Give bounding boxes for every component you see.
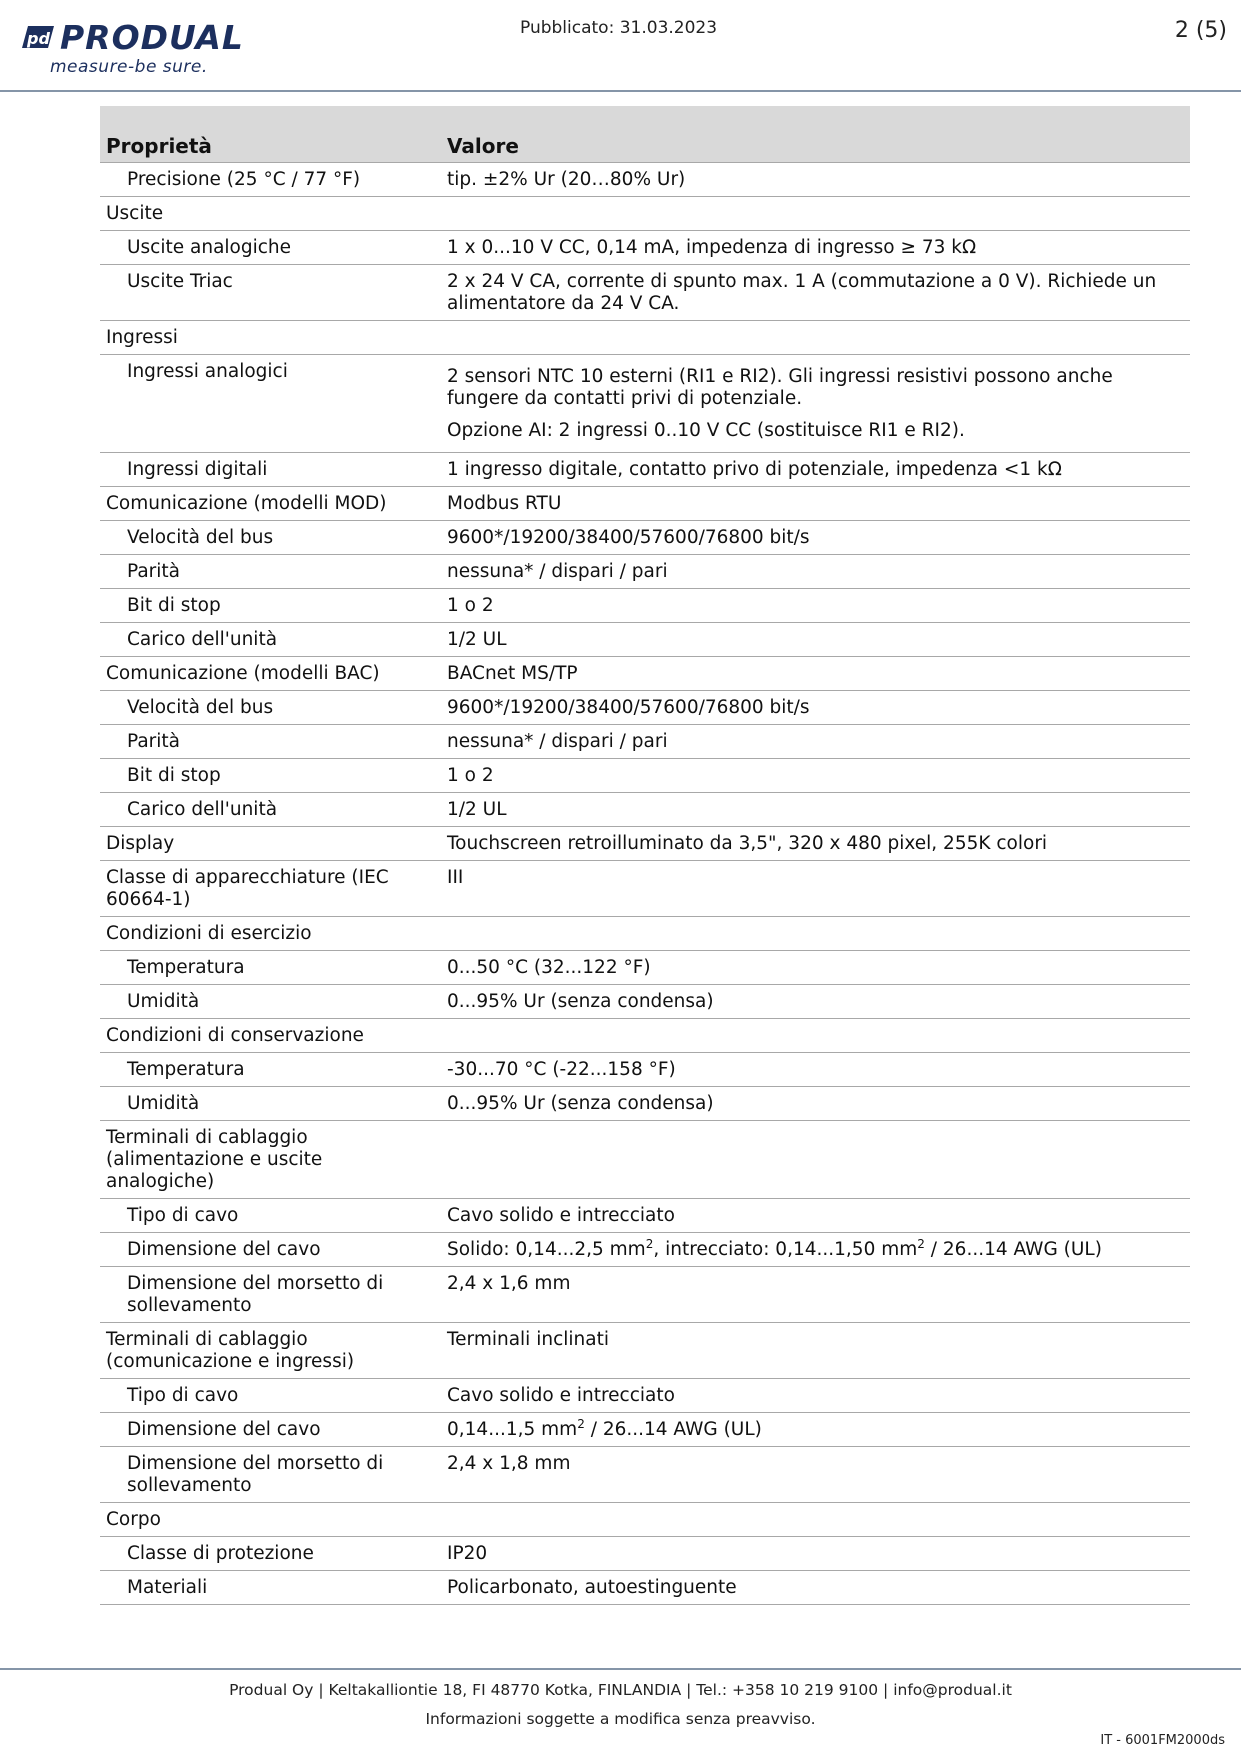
table-row	[100, 1053, 1190, 1087]
property-cell: Terminali di cablaggio (alimentazione e uscite analogiche)	[100, 1121, 441, 1199]
table-row	[100, 1267, 1190, 1323]
value-cell: 2,4 x 1,8 mm	[441, 1447, 1190, 1503]
value-cell: Policarbonato, autoestinguente	[441, 1571, 1190, 1605]
table-row	[100, 985, 1190, 1019]
table-row	[100, 793, 1190, 827]
property-cell: Ingressi digitali	[100, 453, 441, 487]
table-row	[100, 1121, 1190, 1199]
logo-tagline: measure-be sure.	[50, 57, 208, 77]
value-text: 0,14...1,5 mm	[447, 1419, 578, 1440]
value-cell: 1/2 UL	[441, 793, 1190, 827]
value-cell: 0...50 °C (32...122 °F)	[441, 951, 1190, 985]
value-cell: 0...95% Ur (senza condensa)	[441, 1087, 1190, 1121]
document-code: IT - 6001FM2000ds	[1100, 1733, 1225, 1748]
property-cell: Display	[100, 827, 441, 861]
table-row	[100, 657, 1190, 691]
property-cell: Ingressi analogici	[100, 355, 441, 453]
published-date: Pubblicato: 31.03.2023	[520, 18, 718, 38]
column-header-value: Valore	[441, 106, 1190, 163]
value-cell: 0...95% Ur (senza condensa)	[441, 985, 1190, 1019]
property-cell: Carico dell'unità	[100, 793, 441, 827]
property-cell: Velocità del bus	[100, 521, 441, 555]
table-row	[100, 589, 1190, 623]
table-row	[100, 163, 1190, 197]
property-cell: Umidità	[100, 985, 441, 1019]
pd-logo-icon	[18, 22, 58, 52]
property-cell: Velocità del bus	[100, 691, 441, 725]
property-cell: Dimensione del cavo	[100, 1413, 441, 1447]
value-cell	[441, 1121, 1190, 1199]
value-cell: nessuna* / dispari / pari	[441, 555, 1190, 589]
value-text: , intrecciato: 0,14...1,50 mm	[653, 1239, 918, 1260]
property-cell: Uscite	[100, 197, 441, 231]
property-cell: Parità	[100, 725, 441, 759]
value-cell: Touchscreen retroilluminato da 3,5", 320 x 480 pixel, 255K colori	[441, 827, 1190, 861]
table-row	[100, 951, 1190, 985]
superscript: 2	[577, 1417, 585, 1431]
property-cell: Comunicazione (modelli MOD)	[100, 487, 441, 521]
value-cell: nessuna* / dispari / pari	[441, 725, 1190, 759]
table-row	[100, 1199, 1190, 1233]
value-cell: 9600*/19200/38400/57600/76800 bit/s	[441, 691, 1190, 725]
value-cell: Cavo solido e intrecciato	[441, 1199, 1190, 1233]
table-row	[100, 1087, 1190, 1121]
property-cell: Temperatura	[100, 951, 441, 985]
property-cell: Comunicazione (modelli BAC)	[100, 657, 441, 691]
value-cell: 1/2 UL	[441, 623, 1190, 657]
value-cell	[441, 1413, 1190, 1447]
value-text: / 26...14 AWG (UL)	[584, 1419, 762, 1440]
table-row	[100, 917, 1190, 951]
value-cell: IP20	[441, 1537, 1190, 1571]
value-paragraph: 2 sensori NTC 10 esterni (RI1 e RI2). Gli ingressi resistivi possono anche fungere da contatti privi di potenziale.	[447, 366, 1113, 409]
value-cell: tip. ±2% Ur (20…80% Ur)	[441, 163, 1190, 197]
value-cell	[441, 1019, 1190, 1053]
value-cell: Terminali inclinati	[441, 1323, 1190, 1379]
table-row	[100, 1323, 1190, 1379]
table-row	[100, 827, 1190, 861]
table-row	[100, 1019, 1190, 1053]
property-cell: Precisione (25 °C / 77 °F)	[100, 163, 441, 197]
property-cell: Temperatura	[100, 1053, 441, 1087]
column-header-property: Proprietà	[100, 106, 441, 163]
table-row	[100, 1503, 1190, 1537]
table-row	[100, 197, 1190, 231]
property-cell: Ingressi	[100, 321, 441, 355]
value-cell: 1 o 2	[441, 759, 1190, 793]
property-cell: Uscite Triac	[100, 265, 441, 321]
produal-logo	[18, 18, 244, 78]
property-cell: Uscite analogiche	[100, 231, 441, 265]
property-cell: Carico dell'unità	[100, 623, 441, 657]
page-number: 2 (5)	[1174, 18, 1227, 43]
property-cell: Bit di stop	[100, 589, 441, 623]
value-cell: 2,4 x 1,6 mm	[441, 1267, 1190, 1323]
table-row	[100, 725, 1190, 759]
table-header-row	[100, 106, 1190, 163]
page-header	[0, 0, 1241, 92]
superscript: 2	[917, 1237, 925, 1251]
superscript: 2	[645, 1237, 654, 1251]
table-row	[100, 691, 1190, 725]
table-row	[100, 861, 1190, 917]
property-cell: Classe di apparecchiature (IEC 60664-1)	[100, 861, 441, 917]
property-cell: Condizioni di esercizio	[100, 917, 441, 951]
footer-contact: Produal Oy | Keltakalliontie 18, FI 48770 Kotka, FINLANDIA | Tel.: +358 10 219 9100 | info@produal.it	[229, 1681, 1012, 1699]
property-cell: Dimensione del morsetto di sollevamento	[100, 1447, 441, 1503]
value-text: Solido: 0,14...2,5 mm	[447, 1239, 646, 1260]
value-cell: Modbus RTU	[441, 487, 1190, 521]
table-row	[100, 1413, 1190, 1447]
value-cell	[441, 321, 1190, 355]
table-row	[100, 1379, 1190, 1413]
svg-text:pd: pd	[27, 29, 50, 48]
property-cell: Tipo di cavo	[100, 1199, 441, 1233]
property-cell: Tipo di cavo	[100, 1379, 441, 1413]
table-row	[100, 623, 1190, 657]
value-cell: BACnet MS/TP	[441, 657, 1190, 691]
table-row	[100, 1571, 1190, 1605]
property-cell: Classe di protezione	[100, 1537, 441, 1571]
table-row	[100, 759, 1190, 793]
property-cell: Parità	[100, 555, 441, 589]
value-cell: Cavo solido e intrecciato	[441, 1379, 1190, 1413]
value-cell	[441, 1503, 1190, 1537]
table-row	[100, 1233, 1190, 1267]
value-cell: 9600*/19200/38400/57600/76800 bit/s	[441, 521, 1190, 555]
logo-wordmark: PRODUAL	[60, 18, 244, 57]
table-row	[100, 453, 1190, 487]
header-divider	[0, 90, 1241, 92]
value-cell	[441, 355, 1190, 453]
table-row	[100, 231, 1190, 265]
value-cell: 1 o 2	[441, 589, 1190, 623]
table-row	[100, 355, 1190, 453]
property-cell: Bit di stop	[100, 759, 441, 793]
value-cell: III	[441, 861, 1190, 917]
property-cell: Corpo	[100, 1503, 441, 1537]
table-body	[100, 163, 1190, 1605]
value-text: / 26...14 AWG (UL)	[924, 1239, 1102, 1260]
table-row	[100, 321, 1190, 355]
value-cell: 1 x 0...10 V CC, 0,14 mA, impedenza di ingresso ≥ 73 kΩ	[441, 231, 1190, 265]
footer-notice: Informazioni soggette a modifica senza preavviso.	[425, 1710, 816, 1728]
table-row	[100, 555, 1190, 589]
footer-divider	[0, 1668, 1241, 1670]
value-cell: 1 ingresso digitale, contatto privo di potenziale, impedenza <1 kΩ	[441, 453, 1190, 487]
value-cell	[441, 1233, 1190, 1267]
specifications-table	[100, 106, 1190, 1605]
property-cell: Dimensione del morsetto di sollevamento	[100, 1267, 441, 1323]
property-cell: Terminali di cablaggio (comunicazione e ingressi)	[100, 1323, 441, 1379]
value-cell	[441, 197, 1190, 231]
value-paragraph: Opzione AI: 2 ingressi 0..10 V CC (sostituisce RI1 e RI2).	[447, 420, 965, 441]
value-cell: 2 x 24 V CA, corrente di spunto max. 1 A (commutazione a 0 V). Richiede un alimentatore da 24 V CA.	[441, 265, 1190, 321]
value-cell: -30...70 °C (-22...158 °F)	[441, 1053, 1190, 1087]
table-row	[100, 487, 1190, 521]
table-row	[100, 265, 1190, 321]
table-row	[100, 521, 1190, 555]
property-cell: Dimensione del cavo	[100, 1233, 441, 1267]
value-cell	[441, 917, 1190, 951]
property-cell: Materiali	[100, 1571, 441, 1605]
property-cell: Condizioni di conservazione	[100, 1019, 441, 1053]
table-row	[100, 1447, 1190, 1503]
property-cell: Umidità	[100, 1087, 441, 1121]
table-row	[100, 1537, 1190, 1571]
